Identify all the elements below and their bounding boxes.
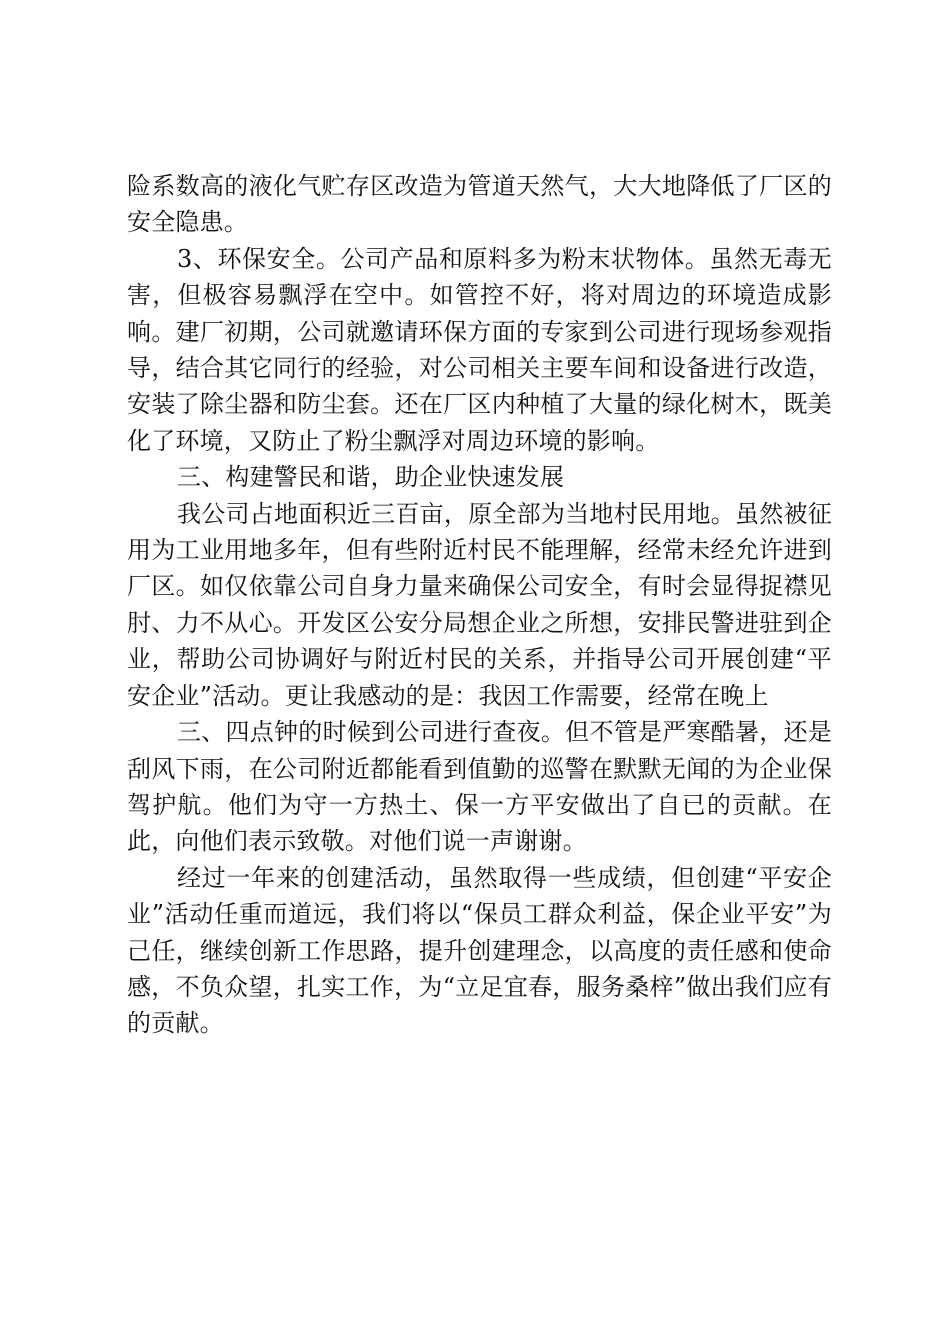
paragraph-conclusion: 经过一年来的创建活动，虽然取得一些成绩，但创建“平安企业”活动任重而道远，我们将以“保员工群众利益，保企业平安”为己任，继续创新工作思路，提升创建理念，以高度的责任感和使命感，不负众望，扎实工作，为“立足宜春，服务桑梓”做出我们应有的贡献。 <box>127 863 832 1038</box>
paragraph-environmental-safety: 3、环保安全。公司产品和原料多为粉末状物体。虽然无毒无害，但极容易飘浮在空中。如管控不好，将对周边的环境造成影响。建厂初期，公司就邀请环保方面的专家到公司进行现场参观指导，结合其它同行的经验，对公司相关主要车间和设备进行改造，安装了除尘器和防尘套。还在厂区内种植了大量的绿化树木，既美化了环境，又防止了粉尘飘浮对周边环境的影响。 <box>127 244 832 455</box>
paragraph-company-land: 我公司占地面积近三百亩，原全部为当地村民用地。虽然被征用为工业用地多年，但有些附近村民不能理解，经常未经允许进到厂区。如仅依靠公司自身力量来确保公司安全，有时会显得捉襟见肘、力不从心。开发区公安分局想企业之所想，安排民警进驻到企业，帮助公司协调好与附近村民的关系，并指导公司开展创建“平安企业”活动。更让我感动的是：我因工作需要，经常在晚上 <box>127 499 832 710</box>
paragraph-night-patrol: 三、四点钟的时候到公司进行查夜。但不管是严寒酷暑，还是刮风下雨，在公司附近都能看到值勤的巡警在默默无闻的为企业保驾护航。他们为守一方热土、保一方平安做出了自已的贡献。在此，向他们表示致敬。对他们说一声谢谢。 <box>127 718 832 856</box>
document-body <box>127 168 832 1042</box>
paragraph-continuation: 险系数高的液化气贮存区改造为管道天然气，大大地降低了厂区的安全隐患。 <box>127 172 832 237</box>
section-heading-police-harmony: 三、构建警民和谐，助企业快速发展 <box>177 463 565 492</box>
